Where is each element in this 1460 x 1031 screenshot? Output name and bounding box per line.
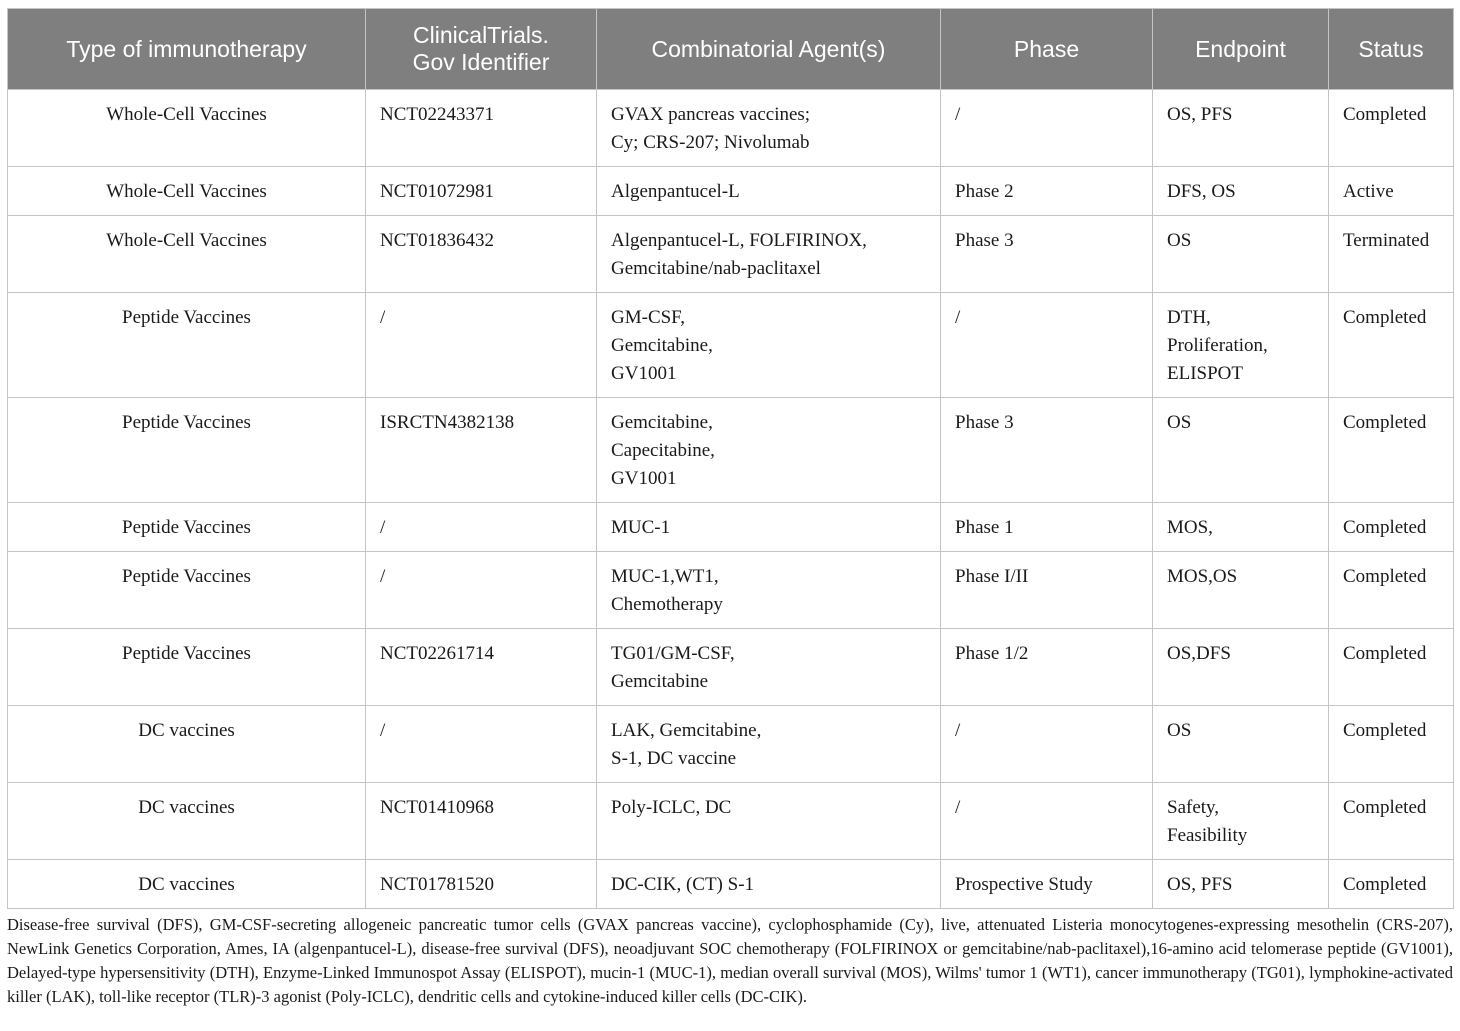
cell-type: Whole-Cell Vaccines (8, 216, 366, 293)
cell-agents: Gemcitabine, Capecitabine, GV1001 (597, 398, 941, 503)
cell-endpoint: DTH, Proliferation, ELISPOT (1153, 293, 1329, 398)
cell-phase: Phase 3 (941, 398, 1153, 503)
column-header-endpoint: Endpoint (1153, 9, 1329, 90)
cell-status: Completed (1329, 503, 1454, 552)
column-header-identifier: ClinicalTrials. Gov Identifier (366, 9, 597, 90)
cell-identifier: / (366, 503, 597, 552)
table-row (8, 783, 1454, 860)
cell-status: Completed (1329, 398, 1454, 503)
immunotherapy-table-container (7, 8, 1453, 909)
cell-agents: GVAX pancreas vaccines; Cy; CRS-207; Nivolumab (597, 90, 941, 167)
cell-agents: LAK, Gemcitabine, S-1, DC vaccine (597, 706, 941, 783)
cell-status: Completed (1329, 783, 1454, 860)
cell-identifier: NCT01410968 (366, 783, 597, 860)
cell-type: Whole-Cell Vaccines (8, 167, 366, 216)
cell-agents: MUC-1 (597, 503, 941, 552)
column-header-status: Status (1329, 9, 1454, 90)
table-row (8, 629, 1454, 706)
table-row (8, 293, 1454, 398)
cell-agents: Algenpantucel-L (597, 167, 941, 216)
cell-phase: / (941, 706, 1153, 783)
cell-identifier: NCT01072981 (366, 167, 597, 216)
cell-endpoint: OS, PFS (1153, 90, 1329, 167)
cell-endpoint: OS, PFS (1153, 860, 1329, 909)
column-header-type: Type of immunotherapy (8, 9, 366, 90)
table-row (8, 167, 1454, 216)
cell-endpoint: Safety, Feasibility (1153, 783, 1329, 860)
cell-endpoint: DFS, OS (1153, 167, 1329, 216)
cell-endpoint: MOS, (1153, 503, 1329, 552)
cell-type: Peptide Vaccines (8, 629, 366, 706)
table-row (8, 860, 1454, 909)
table-row (8, 90, 1454, 167)
cell-endpoint: OS,DFS (1153, 629, 1329, 706)
cell-identifier: / (366, 706, 597, 783)
cell-endpoint: OS (1153, 398, 1329, 503)
cell-status: Completed (1329, 552, 1454, 629)
cell-identifier: ISRCTN4382138 (366, 398, 597, 503)
cell-phase: Phase 2 (941, 167, 1153, 216)
cell-identifier: NCT01781520 (366, 860, 597, 909)
cell-agents: Algenpantucel-L, FOLFIRINOX, Gemcitabine/nab-paclitaxel (597, 216, 941, 293)
cell-endpoint: MOS,OS (1153, 552, 1329, 629)
cell-status: Completed (1329, 706, 1454, 783)
cell-phase: Prospective Study (941, 860, 1153, 909)
cell-identifier: / (366, 293, 597, 398)
cell-phase: Phase 1 (941, 503, 1153, 552)
cell-agents: MUC-1,WT1, Chemotherapy (597, 552, 941, 629)
cell-identifier: NCT02261714 (366, 629, 597, 706)
cell-status: Completed (1329, 860, 1454, 909)
cell-status: Active (1329, 167, 1454, 216)
cell-endpoint: OS (1153, 706, 1329, 783)
cell-phase: Phase I/II (941, 552, 1153, 629)
immunotherapy-trials-table (7, 8, 1454, 909)
cell-agents: DC-CIK, (CT) S-1 (597, 860, 941, 909)
cell-status: Completed (1329, 629, 1454, 706)
table-row (8, 552, 1454, 629)
cell-type: Peptide Vaccines (8, 503, 366, 552)
cell-endpoint: OS (1153, 216, 1329, 293)
column-header-phase: Phase (941, 9, 1153, 90)
cell-agents: Poly-ICLC, DC (597, 783, 941, 860)
cell-type: Peptide Vaccines (8, 293, 366, 398)
cell-phase: Phase 3 (941, 216, 1153, 293)
column-header-agents: Combinatorial Agent(s) (597, 9, 941, 90)
cell-phase: Phase 1/2 (941, 629, 1153, 706)
table-row (8, 706, 1454, 783)
table-row (8, 503, 1454, 552)
cell-phase: / (941, 293, 1153, 398)
cell-identifier: NCT01836432 (366, 216, 597, 293)
table-row (8, 398, 1454, 503)
cell-phase: / (941, 783, 1153, 860)
table-header-row (8, 9, 1454, 90)
cell-type: DC vaccines (8, 783, 366, 860)
cell-agents: GM-CSF, Gemcitabine, GV1001 (597, 293, 941, 398)
cell-identifier: NCT02243371 (366, 90, 597, 167)
cell-phase: / (941, 90, 1153, 167)
cell-type: Peptide Vaccines (8, 552, 366, 629)
cell-type: Whole-Cell Vaccines (8, 90, 366, 167)
cell-identifier: / (366, 552, 597, 629)
table-row (8, 216, 1454, 293)
cell-type: DC vaccines (8, 860, 366, 909)
table-footnote: Disease-free survival (DFS), GM-CSF-secreting allogeneic pancreatic tumor cells (GVAX pancreas vaccine), cyclophosphamide (Cy), live, attenuated Listeria monocytogenes-expressing mesothelin (CRS-207), NewLink Genetics Corporation, Ames, IA (algenpantucel-L), disease-free survival (DFS), neoadjuvant SOC chemotherapy (FOLFIRINOX or gemcitabine/nab-paclitaxel),16-amino acid telomerase peptide (GV1001), Delayed-type hypersensitivity (DTH), Enzyme-Linked Immunospot Assay (ELISPOT), mucin-1 (MUC-1), median overall survival (MOS), Wilms' tumor 1 (WT1), cancer immunotherapy (TG01), lymphokine-activated killer (LAK), toll-like receptor (TLR)-3 agonist (Poly-ICLC), dendritic cells and cytokine-induced killer cells (DC-CIK). (7, 914, 1453, 1007)
cell-status: Completed (1329, 293, 1454, 398)
cell-type: Peptide Vaccines (8, 398, 366, 503)
cell-status: Terminated (1329, 216, 1454, 293)
cell-status: Completed (1329, 90, 1454, 167)
cell-type: DC vaccines (8, 706, 366, 783)
cell-agents: TG01/GM-CSF, Gemcitabine (597, 629, 941, 706)
